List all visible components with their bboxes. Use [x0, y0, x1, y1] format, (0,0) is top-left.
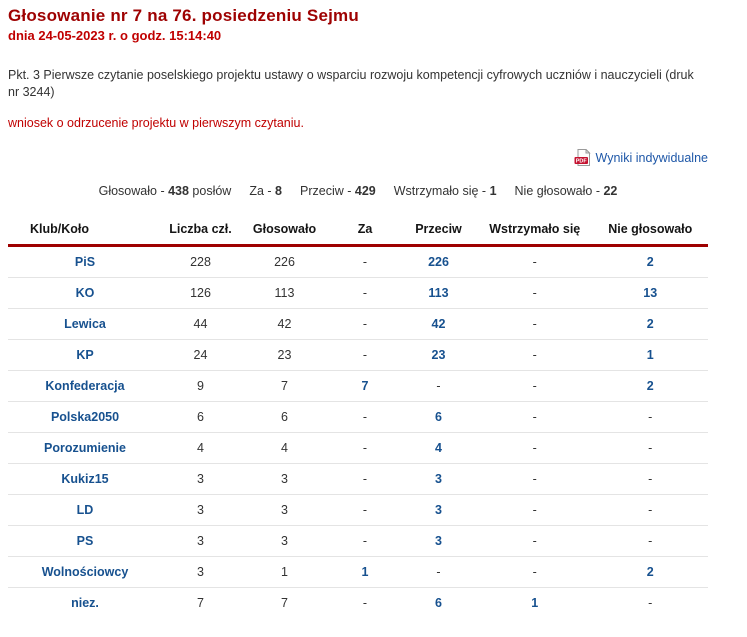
not-voted-cell [593, 309, 709, 340]
not-voted-cell [593, 278, 709, 309]
table-row [8, 557, 708, 588]
table-row [8, 278, 708, 309]
table-row [8, 371, 708, 402]
members-count: 3 [162, 495, 239, 526]
for-cell: - [330, 278, 400, 309]
not-voted-cell: - [593, 433, 709, 464]
abstained-cell: - [477, 495, 593, 526]
against-cell: - [400, 557, 477, 588]
club-link[interactable]: Polska2050 [50, 410, 120, 424]
abstained-cell: - [477, 278, 593, 309]
column-header-abstained: Wstrzymało się [477, 213, 593, 246]
abstained-cell: - [477, 246, 593, 278]
for-cell: - [330, 433, 400, 464]
not-voted-cell [593, 557, 709, 588]
club-link[interactable]: Kukiz15 [61, 472, 109, 486]
voted-count: 3 [239, 495, 330, 526]
svg-text:PDF: PDF [575, 158, 587, 165]
column-header-not-voted: Nie głosowało [593, 213, 709, 246]
members-count: 3 [162, 526, 239, 557]
club-link[interactable]: LD [76, 503, 94, 517]
for-cell: - [362, 596, 368, 610]
not-voted-cell-link[interactable]: 13 [643, 286, 658, 300]
members-count: 3 [162, 557, 239, 588]
column-header-for: Za [330, 213, 400, 246]
table-row [8, 309, 708, 340]
column-header-against: Przeciw [400, 213, 477, 246]
abstained-cell: - [477, 557, 593, 588]
against-cell [400, 340, 477, 371]
members-count: 126 [162, 278, 239, 309]
against-cell-link[interactable]: 6 [435, 410, 442, 424]
voted-count: 23 [239, 340, 330, 371]
against-cell [400, 526, 477, 557]
abstained-cell: - [477, 309, 593, 340]
summary-item: Za - 8 [249, 184, 282, 198]
voted-count: 7 [281, 596, 288, 610]
voted-count: 3 [239, 464, 330, 495]
not-voted-cell: - [593, 464, 709, 495]
table-row [8, 464, 708, 495]
table-row [8, 526, 708, 557]
voted-count: 3 [239, 526, 330, 557]
against-cell-link[interactable]: 42 [431, 317, 446, 331]
for-cell: - [330, 526, 400, 557]
for-cell-link[interactable]: 7 [361, 379, 369, 393]
club-link[interactable]: Wolnościowcy [41, 565, 129, 579]
for-cell: - [330, 246, 400, 278]
members-count: 44 [162, 309, 239, 340]
not-voted-cell-link[interactable]: 2 [646, 379, 654, 393]
not-voted-cell [593, 340, 709, 371]
column-header-voted: Głosowało [239, 213, 330, 246]
summary-item: Wstrzymało się - 1 [393, 184, 497, 198]
against-cell [400, 464, 477, 495]
summary-item: Nie głosowało - 22 [514, 184, 618, 198]
abstained-cell: - [477, 402, 593, 433]
column-header-members: Liczba czł. [162, 213, 239, 246]
column-header-club: Klub/Koło [8, 213, 162, 246]
summary-value: 438 [168, 184, 189, 198]
not-voted-cell: - [593, 495, 709, 526]
not-voted-cell-link[interactable]: 1 [646, 348, 654, 362]
page-title: Głosowanie nr 7 na 76. posiedzeniu Sejmu [8, 6, 359, 25]
against-cell [400, 278, 477, 309]
club-link[interactable]: Lewica [64, 317, 106, 331]
abstained-cell: - [477, 371, 593, 402]
table-row [8, 246, 708, 278]
club-link[interactable]: KP [76, 348, 94, 362]
summary-item: Przeciw - 429 [300, 184, 376, 198]
voting-date: dnia 24-05-2023 r. o godz. 15:14:40 [8, 28, 222, 43]
abstained-cell [477, 588, 593, 619]
against-cell: - [400, 371, 477, 402]
for-cell: - [330, 402, 400, 433]
summary-value: 429 [354, 184, 376, 198]
abstained-cell: - [477, 433, 593, 464]
summary-item: Głosowało - 438 posłów [98, 184, 232, 198]
against-cell-link[interactable]: 23 [431, 348, 446, 362]
for-cell: - [330, 309, 400, 340]
voting-results-page [8, 0, 708, 618]
club-link[interactable]: KO [75, 286, 95, 300]
against-cell-link[interactable]: 3 [435, 472, 442, 486]
members-count: 24 [162, 340, 239, 371]
voted-count: 226 [239, 246, 330, 278]
for-cell: - [330, 340, 400, 371]
against-cell-link[interactable]: 3 [435, 503, 442, 517]
club-link[interactable]: Porozumienie [44, 441, 126, 455]
voting-topic: Pkt. 3 Pierwsze czytanie poselskiego projektu ustawy o wsparciu rozwoju kompetencji cyfrowych uczniów i nauczycieli (druk nr 3244) [8, 68, 694, 99]
voted-count: 42 [239, 309, 330, 340]
summary-value: 8 [275, 184, 282, 198]
for-cell [330, 557, 400, 588]
for-cell: - [330, 495, 400, 526]
voting-motion: wniosek o odrzucenie projektu w pierwszym czytaniu. [8, 116, 304, 130]
members-count: 3 [162, 464, 239, 495]
pdf-icon [574, 149, 591, 166]
voted-count: 7 [239, 371, 330, 402]
table-row [8, 495, 708, 526]
members-count: 4 [162, 433, 239, 464]
for-cell-link[interactable]: 1 [361, 565, 369, 579]
voted-count: 1 [239, 557, 330, 588]
club-link[interactable]: Konfederacja [45, 379, 125, 393]
abstained-cell-link[interactable]: 1 [531, 596, 539, 610]
against-cell-link[interactable]: 4 [435, 441, 442, 455]
against-cell [400, 246, 477, 278]
abstained-cell: - [477, 526, 593, 557]
vote-summary [8, 184, 708, 198]
table-row [8, 588, 708, 619]
individual-results-link[interactable] [574, 149, 708, 166]
voted-count: 4 [239, 433, 330, 464]
summary-value: 1 [489, 184, 497, 198]
abstained-cell: - [477, 340, 593, 371]
table-row [8, 402, 708, 433]
not-voted-cell: - [593, 402, 709, 433]
members-count: 7 [197, 596, 204, 610]
abstained-cell: - [477, 464, 593, 495]
individual-results-label: Wyniki indywidualne [595, 150, 708, 165]
not-voted-cell-link[interactable]: 2 [646, 565, 654, 579]
vote-table [8, 213, 708, 618]
for-cell: - [330, 464, 400, 495]
table-row [8, 340, 708, 371]
against-cell [400, 495, 477, 526]
for-cell [330, 371, 400, 402]
vote-table-body [8, 246, 708, 619]
club-link[interactable]: PiS [74, 255, 96, 269]
not-voted-cell [593, 246, 709, 278]
against-cell [400, 433, 477, 464]
not-voted-cell [593, 371, 709, 402]
table-header-row [8, 213, 708, 246]
against-cell-link[interactable]: 6 [435, 596, 442, 610]
voted-count: 6 [239, 402, 330, 433]
against-cell-link[interactable]: 226 [428, 255, 449, 269]
against-cell [400, 402, 477, 433]
voted-count: 113 [239, 278, 330, 309]
against-cell-link[interactable]: 3 [435, 534, 442, 548]
table-row [8, 433, 708, 464]
against-cell-link[interactable]: 113 [428, 286, 449, 300]
members-count: 228 [162, 246, 239, 278]
against-cell [400, 588, 477, 619]
pdf-link-row [8, 149, 708, 167]
not-voted-cell: - [648, 596, 653, 610]
members-count: 6 [162, 402, 239, 433]
against-cell [400, 309, 477, 340]
club-link[interactable]: niez. [71, 596, 99, 610]
not-voted-cell-link[interactable]: 2 [646, 255, 654, 269]
not-voted-cell: - [593, 526, 709, 557]
summary-value: 22 [603, 184, 618, 198]
club-link[interactable]: PS [76, 534, 94, 548]
members-count: 9 [162, 371, 239, 402]
not-voted-cell-link[interactable]: 2 [646, 317, 654, 331]
